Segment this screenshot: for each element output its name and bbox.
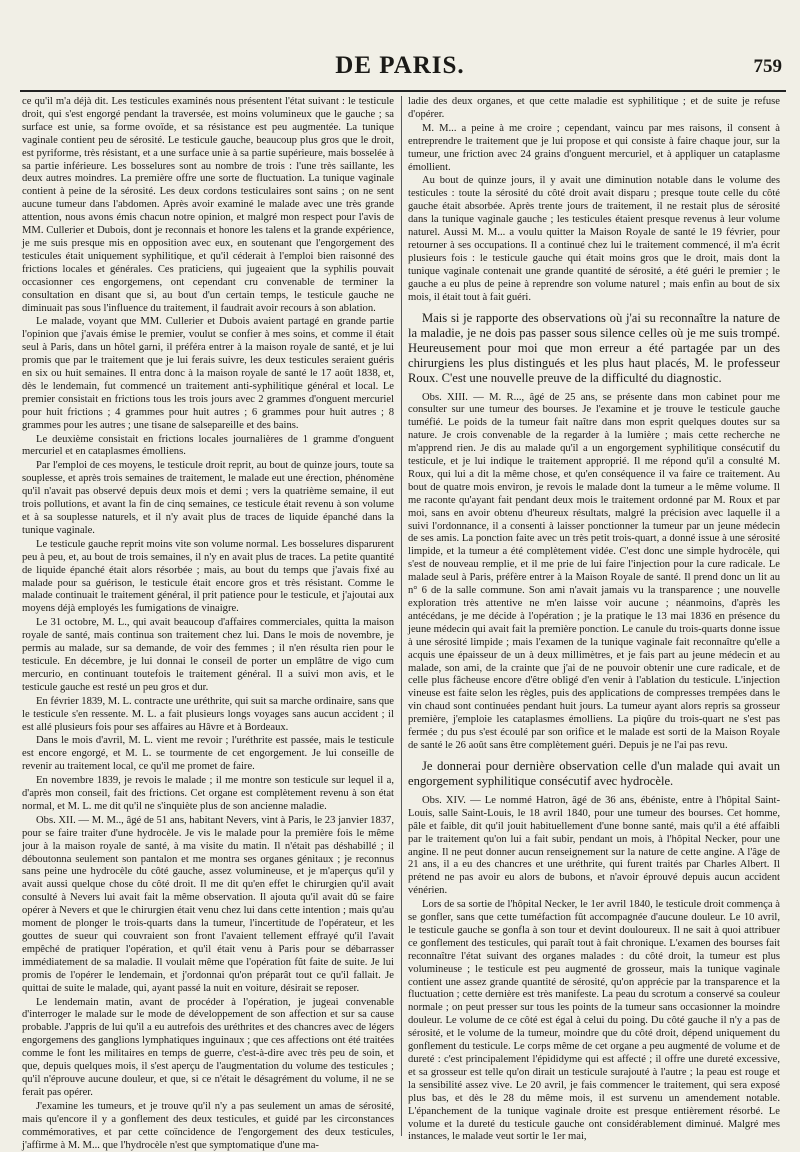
- paragraph: M. M... a peine à me croire ; cependant, vaincu par mes raisons, il consent à entreprendre le traitement que je lui propose et qui consiste à faire chaque jour, sur la tumeur, une friction avec 24 grains d'onguent mercuriel, et à appliquer un cataplasme émollient.: [408, 122, 780, 173]
- header-rule: [20, 90, 786, 92]
- paragraph: J'examine les tumeurs, et je trouve qu'il n'y a pas seulement un amas de sérosité, mais qu'encore il y a gonflement des deux testicules, et guidé par les circonstances commémoratives, et par cette coïncidence de l'engorgement des deux testicules, j'affirme à M. M... que l'hydrocèle n'est que symptomatique d'une ma-: [22, 1100, 394, 1151]
- paragraph: Lors de sa sortie de l'hôpital Necker, le 1er avril 1840, le testicule droit commença à se gonfler, sans que cette tuméfaction fût accompagnée d'aucune douleur. Le 10 avril, le testicule gauche se gonfla à son tour et devint douloureux. Il ne sait à quoi attribuer ce gonflement des testicules, qui paraît tout à fait chronique. L'examen des bourses fait reconnaître l'état suivant des organes malades : du côté droit, la tumeur est plus volumineuse ; le testicule est peu augmenté de grosseur, mais la tunique vaginale contient une assez grande quantité de sérosité, qu'on apprécie par la transparence et la fluctuation ; cette dernière est très manifeste. La peau du scrotum a conservé sa couleur normale ; on peut presser sur tous les points de la tumeur sans occasionner la moindre douleur. Le volume de ce côté est égal à celui du poing. Du côté gauche il n'y a pas de sérosité, et le volume de la tumeur, moindre que du côté droit, dépend uniquement du gonflement du testicule. Le corps même de cet organe a peu augmenté de volume et de dureté : c'est principalement l'épididyme qui est affecté ; il offre une dureté excessive, et sa grosseur est telle qu'on dirait un testicule surajouté à l'autre ; la peau est rouge et la sensibilité assez vive. Le 20 avril, je fais commencer le traitement, qui sera exposé plus bas, et dès le 28 du même mois, il est survenu un amendement notable. L'épanchement de la tunique vaginale droite est presque entièrement résorbé. Le volume et la dureté du testicule gauche ont considérablement diminué. Malgré mes instances, le malade veut sortir le 1er mai,: [408, 899, 780, 1143]
- paragraph: Le testicule gauche reprit moins vite son volume normal. Les bosselures disparurent peu à peu, et, au bout de trois semaines, il n'y en avait plus de traces. La petite quantité de liquide épanché était alors résorbée ; mais, au bout du temps que j'avais fixé au malade pour sa guérison, le testicule était encore gros et très résistant. Comme le malade continuait le traitement général, il prit patience pour le testicule, et j'ajoutai aux moyens déjà employés les fumigations de vinaigre.: [22, 538, 394, 615]
- page-title: DE PARIS.: [335, 52, 465, 79]
- paragraph: Le deuxième consistait en frictions locales journalières de 1 gramme d'onguent mercuriel et en cataplasmes émolliens.: [22, 433, 394, 458]
- paragraph: ce qu'il m'a déjà dit. Les testicules examinés nous présentent l'état suivant : le testicule droit, qui s'est engorgé pendant la traversée, est moins volumineux que le gauche ; sa surface est unie, sa forme ovoïde, et sa résistance est peu augmentée. La tunique vaginale contient peu de sérosité. Le testicule gauche, beaucoup plus gros que le droit, est pyriforme, très résistant, et a une surface unie à sa partie supérieure, mais bosselée à sa partie inférieure. Les bosselures sont au nombre de trois : l'une très saillante, les deux autres moindres. La première offre une sorte de fluctuation. La tunique vaginale contient à peine de la sérosité. Les deux cordons testiculaires sont sains ; on ne sent aucune tumeur dans l'abdomen. Après avoir examiné le malade avec une très grande attention, nous avons émis chacun notre opinion, et malgré mon respect pour l'avis de MM. Cullerier et Dubois, dont je reconnais et honore les talens et la grande expérience, je me suis presque mis en opposition avec eux, en soutenant que l'engorgement des testicules était uniquement syphilitique, et qu'il céderait à l'emploi bien raisonné des frictions locales et générales. Ces praticiens, qui jugeaient que la syphilis pouvait occasionner ces engorgemens, ont cependant cru convenable de terminer la consultation en disant que si, au bout d'un certain temps, le testicule gauche ne diminuait pas sous l'influence du traitement, il faudrait avoir recours à son ablation.: [22, 96, 394, 314]
- paragraph: En novembre 1839, je revois le malade ; il me montre son testicule sur lequel il a, d'après mon conseil, fait des frictions. Cet organe est complètement revenu à son état normal, et M. L. me dit qu'il ne s'inquiète plus de son ancienne maladie.: [22, 775, 394, 812]
- lead-paragraph: Mais si je rapporte des observations où j'ai su reconnaître la nature de la maladie, je ne dois pas passer sous silence celles où je me suis trompé. Heureusement pour moi que mon erreur a été partagée par un des chirurgiens les plus distingués et les plus haut placés, M. le professeur Roux. C'est une nouvelle preuve de la difficulté du diagnostic.: [408, 310, 780, 385]
- paragraph: Le malade, voyant que MM. Cullerier et Dubois avaient partagé en grande partie l'opinion que j'avais émise le premier, voulut se confier à mes soins, et comme il était seul à Paris, dans un hôtel garni, il préféra entrer à la maison royale de santé, et je lui promis que par le traitement que je lui ferais suivre, les deux testicules seraient guéris en six ou huit semaines. Il entra donc à la maison royale de santé le 17 août 1838, et, dès le lendemain, fut commencé un traitement anti-syphilitique général et local. Le premier consistait en frictions tous les trois jours avec 2 grammes d'onguent mercuriel pour huit frictions ; 4 grammes pour huit autres ; 6 grammes pour huit autres ; 8 grammes pour les autres ; une tisane de salsepareille et des bains.: [22, 316, 394, 431]
- column-divider: [401, 96, 402, 1136]
- observation-heading-paragraph: Obs. XII. — M. M.., âgé de 51 ans, habitant Nevers, vint à Paris, le 23 janvier 1837, pour se faire traiter d'une hydrocèle. Je vis le malade pour la première fois le même jour à la maison royale de santé, à ma visite du matin. Il n'était pas déshabillé ; il déboutonna seulement son pantalon et me montra ses organes génitaux ; je reconnus sans peine une hydrocèle du côté gauche, assez volumineuse, et je m'aperçus qu'il y avait aussi quelque chose du côté droit. Il me dit qu'en effet le chirurgien qu'il avait consulté à Nevers lui avait fait la même observation. Il ajouta qu'il avait dû se faire opérer à Nevers et que le chirurgien était venu chez lui dans cette intention ; mais qu'au moment de plonger le trois-quarts dans la tumeur, l'incertitude de l'opérateur, et les gouttes de sueur qui couvraient son front l'avaient tellement effrayé qu'il l'avait empêché de pratiquer l'opération, et qu'il était venu à Paris pour se débarrasser immédiatement de sa maladie. Il voulait même que l'opération fût faite de suite. Je lui promis de l'opérer le lendemain, et j'ordonnai qu'on préparât tout ce qu'il fallait. Je quittai de suite le malade, qui, ayant passé la nuit en voiture, désirait se reposer.: [22, 814, 394, 994]
- paragraph: Le 31 octobre, M. L., qui avait beaucoup d'affaires commerciales, quitta la maison royale de santé, mais continua son traitement chez lui. Dans le mois de novembre, je permis au malade, sur sa demande, de voir des femmes ; il n'en résulta rien pour le testicule. En décembre, je lui donnai le conseil de porter un emplâtre de vigo cum mercurio, en continuant toutefois le traitement général. Il a suivi mon avis, et le testicule gauche est resté un peu gros et dur.: [22, 617, 394, 693]
- left-column: [22, 96, 395, 1151]
- lead-paragraph: Je donnerai pour dernière observation celle d'un malade qui avait un engorgement syphilitique consécutif avec hydrocèle.: [408, 758, 780, 788]
- right-column: [408, 96, 780, 1143]
- paragraph: Au bout de quinze jours, il y avait une diminution notable dans le volume des testicules : toute la sérosité du côté droit avait disparu ; presque toute celle du côté gauche était absorbée. Après trente jours de traitement, il ne restait plus de sérosité dans la tunique vaginale gauche ; les testicules étaient presque revenus à leur volume naturel. Aussi M. M... a voulu quitter la Maison Royale de santé le 19 février, pour retourner à ses occupations. Il a continué chez lui le traitement commencé, il m'a écrit plusieurs fois : le testicule gauche qui était moins gros que le droit, mais dont la tunique vaginale contenait une grande quantité de sérosité, a été guéri le premier ; le gauche a eu plus de peine à reprendre son volume naturel ; mais enfin au bout de six mois, il était tout à fait guéri.: [408, 175, 780, 303]
- observation-heading-paragraph: Obs. XIV. — Le nommé Hatron, âgé de 36 ans, ébéniste, entre à l'hôpital Saint-Louis, salle Saint-Louis, le 18 avril 1840, pour une tumeur des bourses. Cet homme, pâle et faible, dit qu'il jouit habituellement d'une bonne santé, mais qu'il a été affaibli par le traitement qu'on lui a fait subir, pendant un mois, à l'hôpital Necker, pour une angine. Il ne peut donner aucun renseignement sur la nature de cette angine. A l'âge de 21 ans, il a eu des chancres et une uréthrite, qui furent traités par Charles Albert. Il prétend ne pas avoir eu alors de bubons, et n'avoir éprouvé depuis aucun accident vénérien.: [408, 794, 780, 897]
- paragraph: Le lendemain matin, avant de procéder à l'opération, je jugeai convenable d'interroger le malade sur le mode de développement de son affection et sur sa cause probable. J'appris de lui qu'il a eu autrefois des uréthrites et des chancres avec de légers engorgemens des ganglions lymphatiques inguinaux ; que ces affections ont été traitées comme le font les militaires en temps de guerre, c'est-à-dire avec très peu de soin, et que, depuis quelques mois, il s'est aperçu de l'augmentation du volume des testicules ; qu'il n'éprouve aucune douleur, et que, si ce n'était le désagrément du volume, il ne se ferait pas opérer.: [22, 996, 394, 1098]
- paragraph: Dans le mois d'avril, M. L. vient me revoir ; l'uréthrite est passée, mais le testicule est encore engorgé, et M. L. se tourmente de cet engorgement. Je lui conseille de revenir au traitement local, ce qu'il me promet de faire.: [22, 735, 394, 773]
- page-number: 759: [753, 56, 782, 77]
- running-head: [0, 52, 800, 86]
- observation-heading-paragraph: Obs. XIII. — M. R..., âgé de 25 ans, se présente dans mon cabinet pour me consulter sur une tumeur des bourses. Je l'examine et je trouve le testicule gauche tuméfié. Le poids de la tumeur fait naître dans mon esprit quelques doutes sur sa nature. Je crois convenable de la regarder à la lumière ; mais cette recherche ne m'apprend rien. Je dis au malade qu'il a un engorgement syphilitique consécutif du testicule, et je lui indique le traitement approprié. Il me répond qu'il a consulté M. Roux, qui lui a dit la même chose, et qu'en conséquence il va faire ce traitement. Au bout de quatre mois environ, je revois le malade dont la tumeur a le même volume. Il me raconte qu'ayant fait pendant deux mois le traitement ordonné par M. Roux et par moi, sans en avoir obtenu d'heureux résultats, malgré la précision avec laquelle il a suivi l'ordonnance, il a consenti à laisser ponctionner la tumeur par un jeune médecin de ses amis. La ponction faite avec un très petit trois-quart, a donné issue à une sérosité limpide, et la tumeur a été complètement vidée. C'est donc une simple hydrocèle, qui s'est de nouveau remplie, et il me prie de lui faire l'injection pour la cure radicale. Le malade seul à Paris, préfère entrer à la Maison Royale de santé. Il prend donc un lit au n° 6 de la salle commune. Son ami n'avait jamais vu la transparence ; une nouvelle exploration très attentive ne m'en laisse voir aucune ; néanmoins, d'après les antécédans, je me décide à l'opération ; je la pratique le 13 mai 1836 en présence du jeune médecin qui avait fait la première ponction. Le canule du trois-quarts donne issue à une sérosité limpide ; mais l'examen de la tunique vaginale fait reconnaître qu'elle a acquis une épaisseur de un à deux millimètres, et je fais part au jeune médecin et au malade, son ami, de la crainte que j'ai de ne pouvoir obtenir une cure radicale, et de celle plus fâcheuse encore d'être obligé d'en venir à l'ablation du testicule. L'injection vineuse est faite selon les règles, puis des applications de compresses trempées dans le vin chaud sont continuées pendant huit jours. La tumeur ayant alors repris sa grosseur première, j'emploie les cataplasmes émolliens. La piqûre du trois-quart ne s'est pas fermée ; du pus s'est écoulé par son orifice et le malade est sorti de la Maison Royale de santé le 26 août sans être complètement guéri. Depuis je ne l'ai pas revu.: [408, 391, 780, 751]
- paragraph: En février 1839, M. L. contracte une uréthrite, qui suit sa marche ordinaire, sans que le testicule s'en ressente. M. L. a fait plusieurs longs voyages sans aucun accident ; il est allé plusieurs fois pour ses affaires au Hâvre et à Bordeaux.: [22, 695, 395, 733]
- paragraph: ladie des deux organes, et que cette maladie est syphilitique ; et de suite je refuse d'opérer.: [408, 96, 780, 120]
- paragraph: Par l'emploi de ces moyens, le testicule droit reprit, au bout de quinze jours, toute sa souplesse, et après trois semaines de traitement, le malade eut une érection, phénomène qu'il n'avait pas observé depuis deux mois et demi ; vers la quatrième semaine, il eut trois pollutions, et avant la fin de cinq semaines, ce testicule était revenu à son volume et à sa souplesse naturels, et il n'y avait plus de traces de liquide épanché dans la tunique vaginale.: [22, 460, 394, 536]
